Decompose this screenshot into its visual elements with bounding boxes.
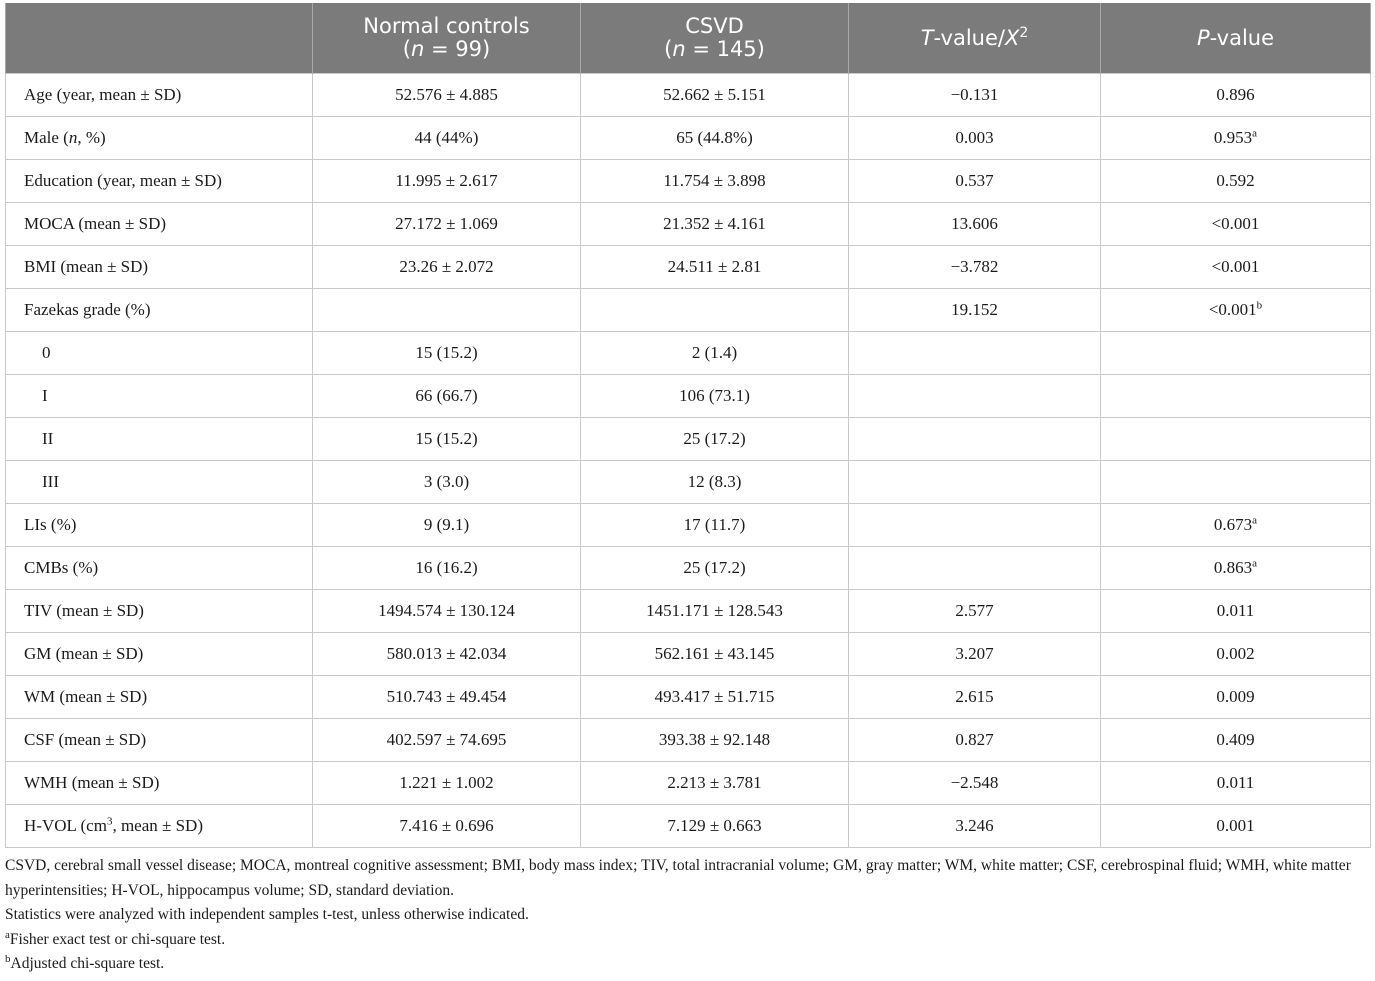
header-t-value: $T-value/X^2$ [849, 3, 1101, 74]
cell-normal-controls: 66 (66.7) [313, 375, 581, 418]
cell-normal-controls: 580.013 ± 42.034 [313, 633, 581, 676]
cell-csvd: 493.417 ± 51.715 [581, 676, 849, 719]
cell-t-value: 0.537 [849, 160, 1101, 203]
cell-t-value: 0.003 [849, 117, 1101, 160]
cell-normal-controls: 23.26 ± 2.072 [313, 246, 581, 289]
table-row [6, 504, 1371, 547]
cell-t-value: 0.827 [849, 719, 1101, 762]
table-row [6, 375, 1371, 418]
cell-t-value: 3.246 [849, 805, 1101, 848]
cell-csvd: 25 (17.2) [581, 418, 849, 461]
note-abbreviations: CSVD, cerebral small vessel disease; MOCA, montreal cognitive assessment; BMI, body mass index; TIV, total intracranial volume; GM, gray matter; WM, white matter; CSF, cerebrospinal fluid; WMH, white matter hyperintensities; H-VOL, hippocampus volume; SD, standard deviation. [5, 857, 1351, 899]
cell-p-value: <0.001 [1101, 203, 1371, 246]
cell-p-value [1101, 461, 1371, 504]
cell-p-value [1101, 418, 1371, 461]
header-csvd [581, 3, 849, 74]
cell-normal-controls: 7.416 ± 0.696 [313, 805, 581, 848]
demographics-table [5, 3, 1371, 848]
cell-t-value [849, 547, 1101, 590]
cell-p-value: 0.409 [1101, 719, 1371, 762]
row-label: I [6, 375, 313, 418]
table-row [6, 117, 1371, 160]
cell-csvd: 52.662 ± 5.151 [581, 74, 849, 117]
table-header-row [6, 3, 1371, 74]
table-row [6, 332, 1371, 375]
header-p-value: P-value [1101, 3, 1371, 74]
cell-t-value: 2.577 [849, 590, 1101, 633]
cell-csvd: 65 (44.8%) [581, 117, 849, 160]
cell-csvd: 17 (11.7) [581, 504, 849, 547]
row-label: III [6, 461, 313, 504]
row-label: CSF (mean ± SD) [6, 719, 313, 762]
cell-normal-controls: 9 (9.1) [313, 504, 581, 547]
row-label: TIV (mean ± SD) [6, 590, 313, 633]
cell-t-value [849, 418, 1101, 461]
cell-p-value: 0.953$^a$ [1101, 117, 1371, 160]
table-row [6, 805, 1371, 848]
cell-t-value [849, 461, 1101, 504]
note-statistics: Statistics were analyzed with independent samples t-test, unless otherwise indicated. [5, 906, 529, 923]
table-row [6, 590, 1371, 633]
table-row [6, 160, 1371, 203]
cell-normal-controls: 11.995 ± 2.617 [313, 160, 581, 203]
row-label: II [6, 418, 313, 461]
table-row [6, 246, 1371, 289]
cell-t-value [849, 332, 1101, 375]
cell-t-value: 13.606 [849, 203, 1101, 246]
table-row [6, 74, 1371, 117]
cell-t-value: −0.131 [849, 74, 1101, 117]
table-row [6, 418, 1371, 461]
cell-p-value: 0.011 [1101, 590, 1371, 633]
table-row [6, 762, 1371, 805]
cell-t-value: 19.152 [849, 289, 1101, 332]
header-normal-controls [313, 3, 581, 74]
row-label: Education (year, mean ± SD) [6, 160, 313, 203]
cell-p-value: 0.896 [1101, 74, 1371, 117]
row-label: BMI (mean ± SD) [6, 246, 313, 289]
cell-csvd: 1451.171 ± 128.543 [581, 590, 849, 633]
cell-normal-controls: 3 (3.0) [313, 461, 581, 504]
row-label: GM (mean ± SD) [6, 633, 313, 676]
cell-csvd: 393.38 ± 92.148 [581, 719, 849, 762]
row-label: Age (year, mean ± SD) [6, 74, 313, 117]
cell-p-value [1101, 375, 1371, 418]
table-row [6, 633, 1371, 676]
cell-normal-controls: 44 (44%) [313, 117, 581, 160]
cell-p-value: 0.009 [1101, 676, 1371, 719]
row-label: LIs (%) [6, 504, 313, 547]
cell-t-value: −2.548 [849, 762, 1101, 805]
cell-p-value: 0.863$^a$ [1101, 547, 1371, 590]
cell-p-value: <0.001$^b$ [1101, 289, 1371, 332]
cell-csvd: 12 (8.3) [581, 461, 849, 504]
cell-normal-controls: 510.743 ± 49.454 [313, 676, 581, 719]
cell-normal-controls: 1494.574 ± 130.124 [313, 590, 581, 633]
cell-t-value: 3.207 [849, 633, 1101, 676]
cell-csvd: 7.129 ± 0.663 [581, 805, 849, 848]
cell-normal-controls: 15 (15.2) [313, 418, 581, 461]
table-row [6, 719, 1371, 762]
header-empty [6, 3, 313, 74]
cell-t-value [849, 375, 1101, 418]
cell-csvd: 562.161 ± 43.145 [581, 633, 849, 676]
cell-p-value: 0.673$^a$ [1101, 504, 1371, 547]
header-normal-controls-title: Normal controls [363, 14, 530, 38]
cell-p-value: 0.011 [1101, 762, 1371, 805]
table-row [6, 547, 1371, 590]
cell-p-value: 0.592 [1101, 160, 1371, 203]
row-label: WMH (mean ± SD) [6, 762, 313, 805]
header-normal-controls-n: (n = 99) [402, 37, 491, 61]
cell-normal-controls [313, 289, 581, 332]
cell-p-value: <0.001 [1101, 246, 1371, 289]
table-row [6, 461, 1371, 504]
table-row [6, 289, 1371, 332]
row-label: WM (mean ± SD) [6, 676, 313, 719]
cell-csvd: 106 (73.1) [581, 375, 849, 418]
cell-csvd [581, 289, 849, 332]
cell-csvd: 24.511 ± 2.81 [581, 246, 849, 289]
table-row [6, 203, 1371, 246]
cell-normal-controls: 402.597 ± 74.695 [313, 719, 581, 762]
row-label: 0 [6, 332, 313, 375]
row-label: CMBs (%) [6, 547, 313, 590]
cell-normal-controls: 1.221 ± 1.002 [313, 762, 581, 805]
header-csvd-title: CSVD [685, 14, 744, 38]
cell-t-value [849, 504, 1101, 547]
note-a: $^a$Fisher exact test or chi-square test. [5, 928, 226, 948]
cell-t-value: −3.782 [849, 246, 1101, 289]
table-container [5, 3, 1370, 977]
cell-csvd: 25 (17.2) [581, 547, 849, 590]
cell-normal-controls: 16 (16.2) [313, 547, 581, 590]
cell-normal-controls: 52.576 ± 4.885 [313, 74, 581, 117]
row-label: Fazekas grade (%) [6, 289, 313, 332]
cell-normal-controls: 15 (15.2) [313, 332, 581, 375]
table-row [6, 676, 1371, 719]
header-csvd-n: (n = 145) [664, 37, 765, 61]
cell-p-value: 0.002 [1101, 633, 1371, 676]
row-label: Male (n, %) [6, 117, 313, 160]
cell-normal-controls: 27.172 ± 1.069 [313, 203, 581, 246]
note-b: $^b$Adjusted chi-square test. [5, 952, 165, 972]
cell-p-value: 0.001 [1101, 805, 1371, 848]
cell-t-value: 2.615 [849, 676, 1101, 719]
row-label: MOCA (mean ± SD) [6, 203, 313, 246]
table-notes [5, 854, 1370, 977]
cell-csvd: 2.213 ± 3.781 [581, 762, 849, 805]
cell-csvd: 11.754 ± 3.898 [581, 160, 849, 203]
row-label: H-VOL ($cm^3$, mean ± SD) [6, 805, 313, 848]
cell-csvd: 2 (1.4) [581, 332, 849, 375]
cell-csvd: 21.352 ± 4.161 [581, 203, 849, 246]
cell-p-value [1101, 332, 1371, 375]
